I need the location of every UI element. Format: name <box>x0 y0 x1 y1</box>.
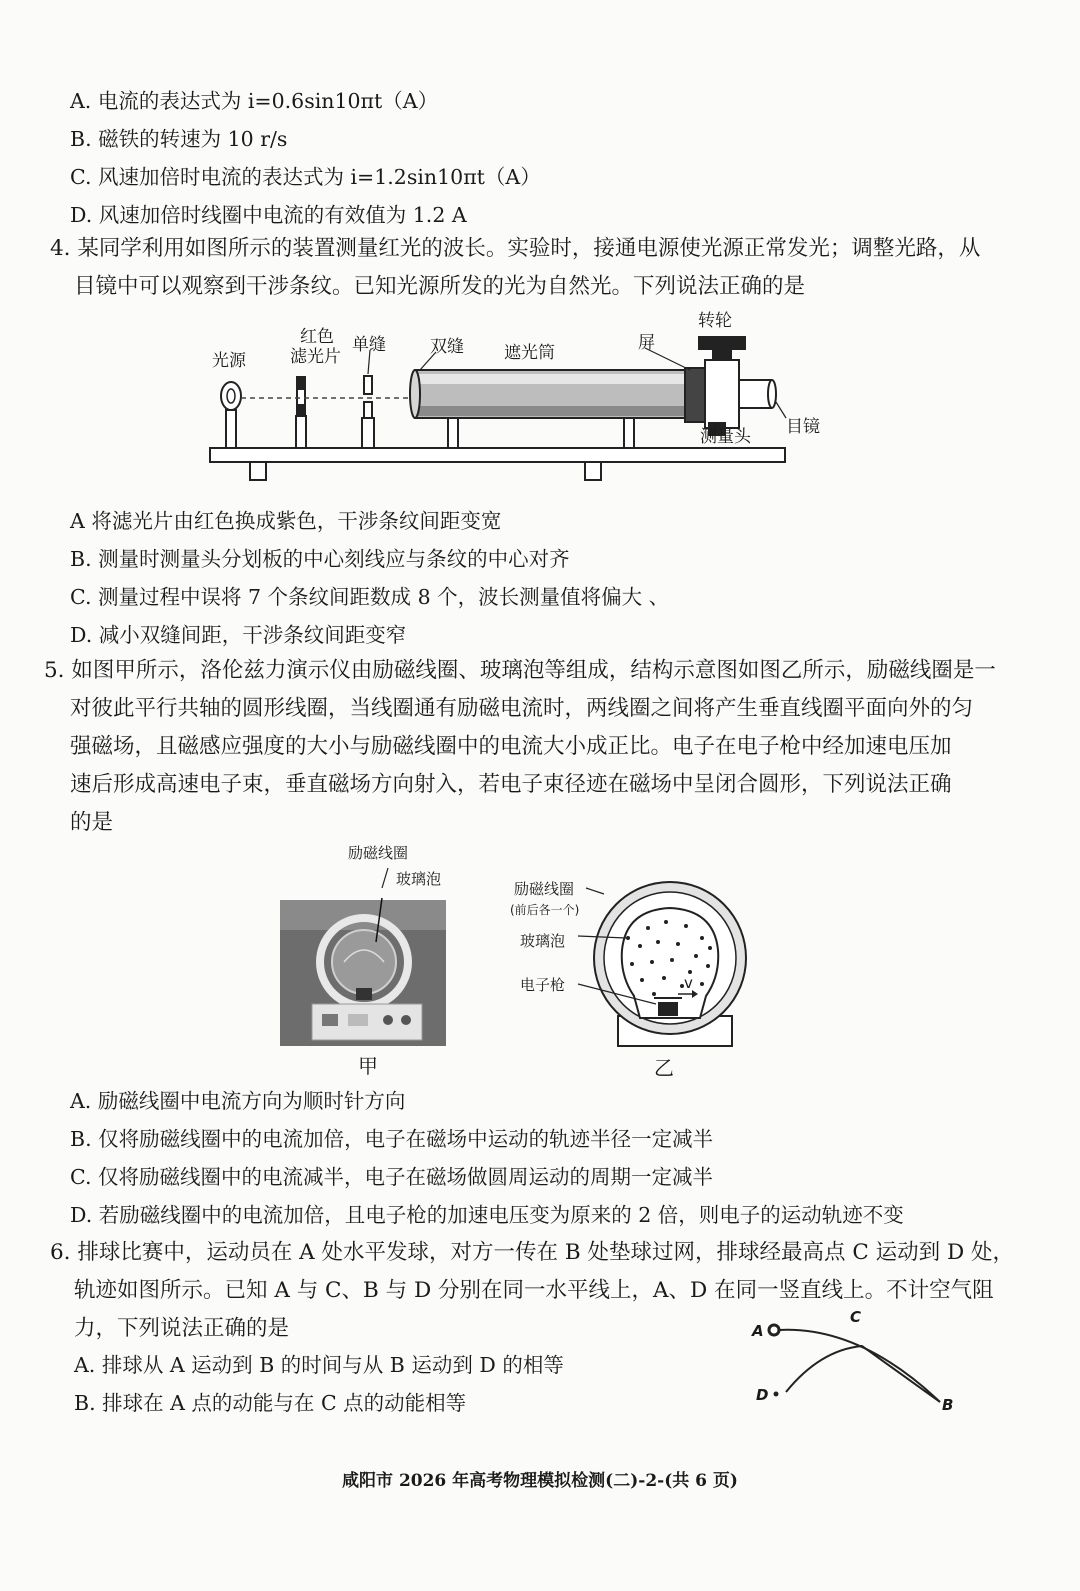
label-red-2: 滤光片 <box>290 347 341 367</box>
q6-option-b: B. 排球在 A 点的动能与在 C 点的动能相等 <box>74 1391 467 1415</box>
q4-option-d: D. 减小双缝间距，干涉条纹间距变窄 <box>70 623 407 647</box>
measuring-head <box>685 336 776 436</box>
label-hood: 遮光筒 <box>504 343 555 363</box>
red-filter <box>296 376 306 448</box>
label-yi-gun: 电子枪 <box>520 976 566 994</box>
label-wheel: 转轮 <box>698 311 732 331</box>
page-footer: 咸阳市 2026 年高考物理模拟检测(二)-2-(共 6 页) <box>342 1471 738 1491</box>
q6-trajectory-figure <box>750 1306 970 1416</box>
q4-option-b: B. 测量时测量头分划板的中心刻线应与条纹的中心对齐 <box>70 547 570 571</box>
label-light-source: 光源 <box>212 351 246 371</box>
hood-tube <box>410 370 685 448</box>
q5-figure-yi <box>508 866 758 1056</box>
caption-jia: 甲 <box>358 1054 378 1078</box>
q5-stem-line-5: 的是 <box>70 810 114 835</box>
label-jia-bulb: 玻璃泡 <box>396 870 442 888</box>
q5-figure-jia <box>278 838 478 1050</box>
q3-option-b: B. 磁铁的转速为 10 r/s <box>70 127 288 151</box>
q5-option-a: A. 励磁线圈中电流方向为顺时针方向 <box>70 1089 406 1113</box>
label-yi-coil-note: (前后各一个) <box>510 903 580 917</box>
optical-bench <box>210 448 785 462</box>
single-slit <box>362 376 374 448</box>
label-point-a: A <box>752 1322 764 1340</box>
trajectory-a-to-b <box>779 1330 940 1402</box>
ball-at-a <box>769 1325 779 1335</box>
q6-stem-line-1: 6. 排球比赛中，运动员在 A 处水平发球，对方一传在 B 处垫球过网，排球经最高点 C 运动到 D 处， <box>50 1240 1015 1265</box>
q5-stem-line-2: 对彼此平行共轴的圆形线圈，当线圈通有励磁电流时，两线圈之间将产生垂直线圈平面向外的匀 <box>70 696 974 721</box>
q4-option-a: A 将滤光片由红色换成紫色，干涉条纹间距变宽 <box>70 509 502 533</box>
label-yi-bulb: 玻璃泡 <box>520 932 566 950</box>
q6-option-a: A. 排球从 A 运动到 B 的时间与从 B 运动到 D 的相等 <box>74 1353 564 1377</box>
q5-option-d: D. 若励磁线圈中的电流加倍，且电子枪的加速电压变为原来的 2 倍，则电子的运动轨迹不变 <box>70 1203 904 1227</box>
q3-option-d: D. 风速加倍时线圈中电流的有效值为 1.2 A <box>70 203 467 227</box>
label-jia-coil: 励磁线圈 <box>348 844 409 862</box>
label-eyepiece: 目镜 <box>786 417 820 437</box>
q3-option-c: C. 风速加倍时电流的表达式为 i=1.2sin10πt（A） <box>70 165 541 189</box>
label-screen: 屏 <box>638 333 655 353</box>
q5-option-b: B. 仅将励磁线圈中的电流加倍，电子在磁场中运动的轨迹半径一定减半 <box>70 1127 714 1151</box>
q5-stem-line-3: 强磁场，且磁感应强度的大小与励磁线圈中的电流大小成正比。电子在电子枪中经加速电压加 <box>70 734 952 759</box>
label-double-slit: 双缝 <box>430 337 464 357</box>
label-single-slit: 单缝 <box>352 335 386 355</box>
q6-stem-line-2: 轨迹如图所示。已知 A 与 C、B 与 D 分别在同一水平线上，A、D 在同一竖直线上。不计空气阻 <box>74 1278 994 1303</box>
q4-option-c: C. 测量过程中误将 7 个条纹间距数成 8 个，波长测量值将偏大 、 <box>70 585 670 609</box>
q6-stem-line-3: 力，下列说法正确的是 <box>74 1316 290 1341</box>
yi-bulb <box>622 908 719 1018</box>
light-source <box>221 382 241 448</box>
label-point-d: D <box>756 1386 769 1404</box>
q4-stem-line-2: 目镜中可以观察到干涉条纹。已知光源所发的光为自然光。下列说法正确的是 <box>74 274 806 299</box>
label-yi-coil: 励磁线圈 <box>514 880 575 898</box>
q4-stem-line-1: 4. 某同学利用如图所示的装置测量红光的波长。实验时，接通电源使光源正常发光；调整光路，从 <box>50 236 981 261</box>
q4-apparatus-figure <box>200 310 840 490</box>
q5-stem-line-4: 速后形成高速电子束，垂直磁场方向射入，若电子束径迹在磁场中呈闭合圆形，下列说法正确 <box>70 772 952 797</box>
trajectory-b-to-d <box>786 1346 940 1402</box>
label-point-c: C <box>850 1308 862 1326</box>
caption-yi: 乙 <box>654 1056 674 1080</box>
q5-stem-line-1: 5. 如图甲所示，洛伦兹力演示仪由励磁线圈、玻璃泡等组成，结构示意图如图乙所示，励磁线圈是一 <box>44 658 996 683</box>
q3-option-a: A. 电流的表达式为 i=0.6sin10πt（A） <box>70 89 439 113</box>
label-velocity: v <box>684 974 693 992</box>
label-point-b: B <box>942 1396 954 1414</box>
label-red-1: 红色 <box>300 327 334 347</box>
label-measuring-head: 测量头 <box>700 427 751 447</box>
q5-option-c: C. 仅将励磁线圈中的电流减半，电子在磁场做圆周运动的周期一定减半 <box>70 1165 713 1189</box>
